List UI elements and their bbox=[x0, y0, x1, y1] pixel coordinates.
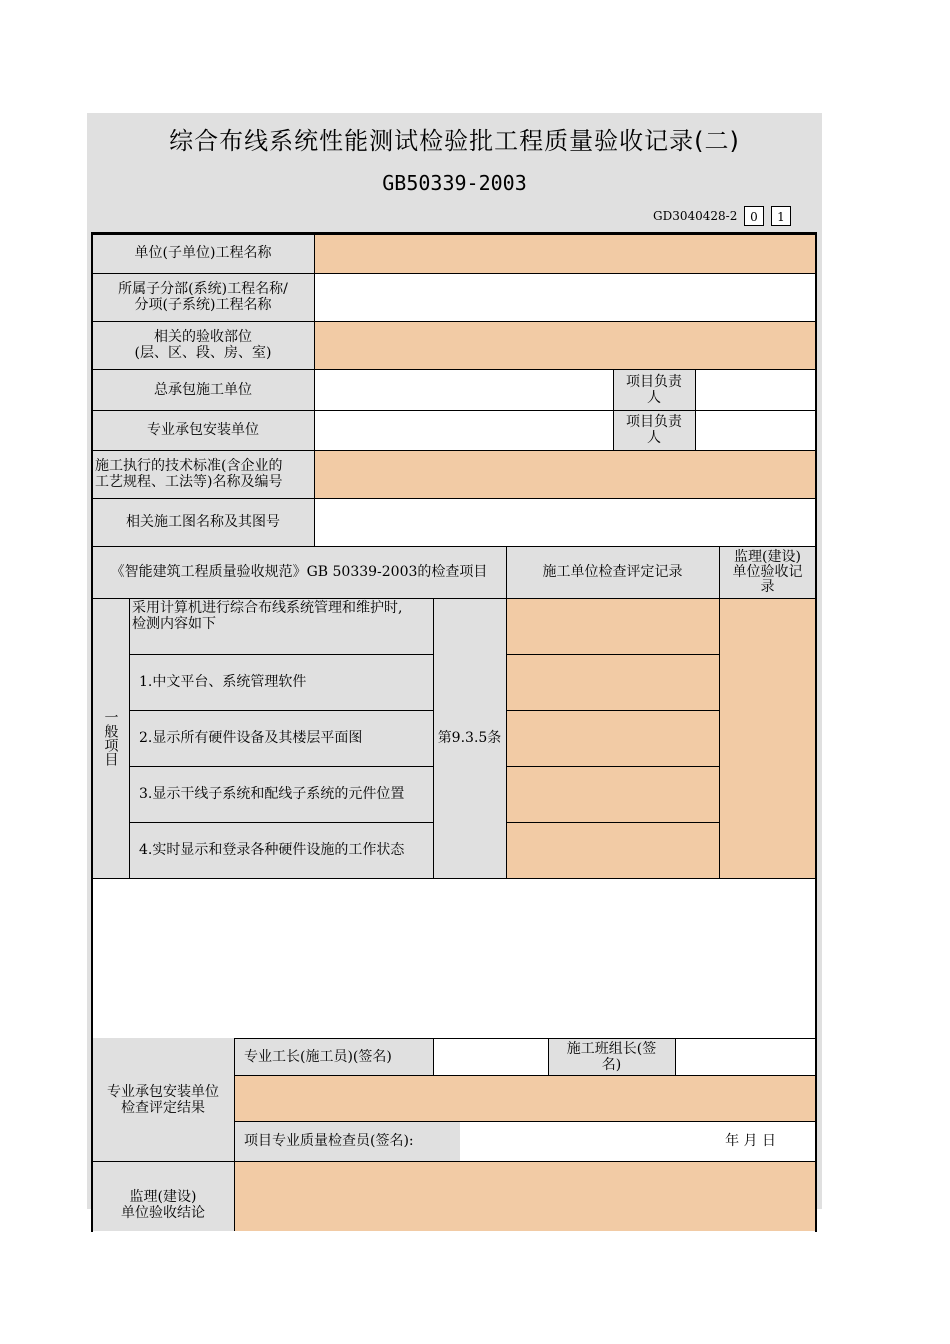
form-sheet bbox=[87, 113, 822, 1221]
general-items-label: 一般项目 bbox=[92, 598, 129, 878]
drawing-label: 相关施工图名称及其图号 bbox=[92, 498, 314, 546]
inspection-items-header: 《智能建筑工程质量验收规范》GB 50339-2003的检查项目 bbox=[92, 546, 506, 598]
form-title: 综合布线系统性能测试检验批工程质量验收记录(二) bbox=[169, 127, 740, 155]
clause-reference: 第9.3.5条 bbox=[433, 598, 506, 878]
specialty-result-field[interactable] bbox=[234, 1075, 816, 1121]
quality-inspector-label: 项目专业质量检查员(签名): bbox=[234, 1121, 460, 1161]
specialty-contractor-label: 专业承包安装单位 bbox=[92, 410, 314, 450]
tech-standard-label: 施工执行的技术标准(含企业的 工艺规程、工法等)名称及编号 bbox=[92, 450, 314, 498]
construction-record-field-3[interactable] bbox=[506, 766, 719, 822]
construction-record-field-4[interactable] bbox=[506, 822, 719, 878]
supervision-record-header: 监理(建设) 单位验收记 录 bbox=[719, 546, 816, 598]
supervision-record-field[interactable] bbox=[719, 598, 816, 878]
foreman-signature-field[interactable] bbox=[433, 1038, 548, 1075]
unit-name-field[interactable] bbox=[314, 233, 816, 273]
project-leader-field-2[interactable] bbox=[695, 410, 816, 450]
standard-code: GB50339-2003 bbox=[382, 171, 527, 195]
inspection-item-2: 2.显示所有硬件设备及其楼层平面图 bbox=[129, 710, 433, 766]
unit-name-label: 单位(子单位)工程名称 bbox=[92, 233, 314, 273]
construction-record-field-2[interactable] bbox=[506, 710, 719, 766]
supervision-conclusion-label: 监理(建设) 单位验收结论 bbox=[92, 1161, 234, 1231]
subdivision-label: 所属子分部(系统)工程名称/ 分项(子系统)工程名称 bbox=[92, 273, 314, 321]
construction-record-header: 施工单位检查评定记录 bbox=[506, 546, 719, 598]
construction-record-field-intro[interactable] bbox=[506, 598, 719, 654]
supervision-conclusion-field[interactable] bbox=[234, 1161, 816, 1231]
foreman-label: 专业工长(施工员)(签名) bbox=[234, 1038, 433, 1075]
date-label: 年 月 日 bbox=[725, 1133, 776, 1149]
project-leader-label-1: 项目负责 人 bbox=[613, 369, 695, 410]
construction-record-field-1[interactable] bbox=[506, 654, 719, 710]
general-contractor-label: 总承包施工单位 bbox=[92, 369, 314, 410]
subdivision-field[interactable] bbox=[314, 273, 816, 321]
inspection-item-4: 4.实时显示和登录各种硬件设施的工作状态 bbox=[129, 822, 433, 878]
quality-inspector-signature-field[interactable] bbox=[460, 1121, 816, 1161]
acceptance-part-label: 相关的验收部位 (层、区、段、房、室) bbox=[92, 321, 314, 369]
inspection-intro: 采用计算机进行综合布线系统管理和维护时, 检测内容如下 bbox=[129, 598, 433, 654]
acceptance-part-field[interactable] bbox=[314, 321, 816, 369]
team-leader-signature-field[interactable] bbox=[675, 1038, 816, 1075]
specialty-contractor-field[interactable] bbox=[314, 410, 613, 450]
project-leader-label-2: 项目负责 人 bbox=[613, 410, 695, 450]
form-number-box-1[interactable]: 0 bbox=[744, 206, 764, 226]
form-number-box-2[interactable]: 1 bbox=[771, 206, 791, 226]
inspection-item-1: 1.中文平台、系统管理软件 bbox=[129, 654, 433, 710]
general-contractor-field[interactable] bbox=[314, 369, 613, 410]
team-leader-label: 施工班组长(签 名) bbox=[548, 1038, 675, 1075]
blank-notes-area[interactable] bbox=[92, 878, 816, 1038]
form-number: GD3040428-2 bbox=[653, 209, 738, 223]
project-leader-field-1[interactable] bbox=[695, 369, 816, 410]
inspection-item-3: 3.显示干线子系统和配线子系统的元件位置 bbox=[129, 766, 433, 822]
specialty-result-label: 专业承包安装单位 检查评定结果 bbox=[92, 1038, 234, 1161]
drawing-field[interactable] bbox=[314, 498, 816, 546]
tech-standard-field[interactable] bbox=[314, 450, 816, 498]
